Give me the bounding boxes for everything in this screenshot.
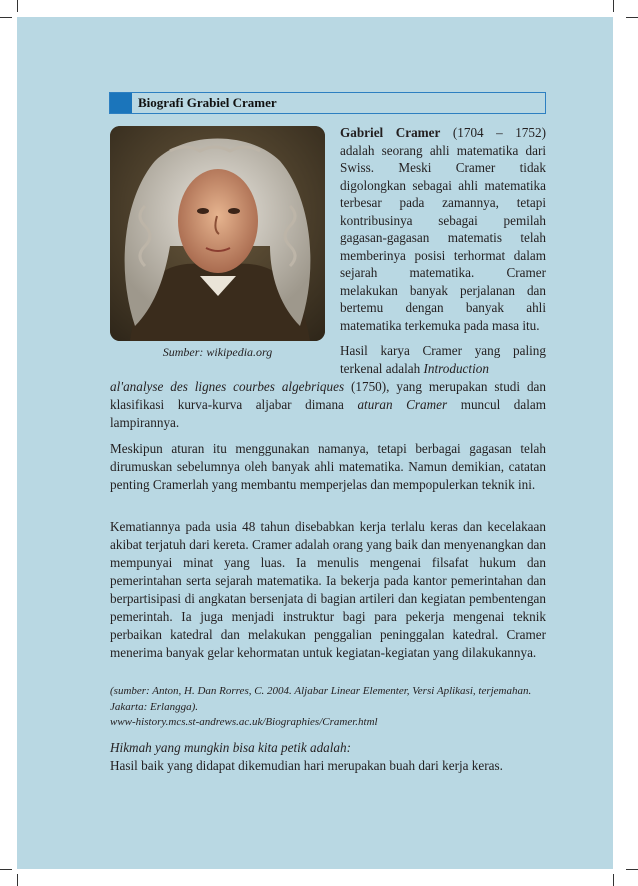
title-marker: [110, 93, 132, 113]
hikmah-heading: Hikmah yang mungkin bisa kita petik adalah:: [110, 740, 351, 755]
body-paragraph-1: Meskipun aturan itu menggunakan namanya, tetapi berbagai gagasan telah dirumuskan sebelumnya oleh banyak ahli matematika. Namun demikian, catatan penting Cramerlah yang membantu memperjelas dan mempopulerkan teknik ini.: [110, 441, 546, 492]
person-name: Gabriel Cramer: [340, 125, 441, 140]
hikmah-section: [110, 739, 546, 775]
works-lead: Hasil karya Cramer yang paling terkenal adalah: [340, 343, 546, 376]
portrait-drawing: [110, 126, 325, 341]
section-title: Biografi Grabiel Cramer: [138, 95, 277, 110]
intro-paragraph: [340, 124, 546, 334]
portrait-image: [110, 126, 325, 341]
section-title-bar: [109, 92, 546, 114]
works-after-book: (1750), yang merupakan studi dan klasifikasi kurva-kurva aljabar dimana: [110, 379, 546, 412]
hikmah-text: Hasil baik yang didapat dikemudian hari merupakan buah dari kerja keras.: [110, 758, 503, 773]
source-citation: [110, 684, 546, 731]
life-years: (1704 – 1752): [440, 125, 546, 140]
source-text: sumber: Anton, H. Dan Rorres, C. 2004. Aljabar Linear Elementer, Versi Aplikasi, terjemahan. Jakarta: Erlangga: [110, 685, 532, 713]
works-lead-paragraph: [340, 342, 546, 377]
portrait-caption: Sumber: wikipedia.org: [162, 345, 273, 359]
source-close: ).: [191, 700, 198, 713]
intro-column: [340, 124, 546, 377]
source-url: www-history.mcs.st-andrews.ac.uk/Biographies/Cramer.html: [110, 716, 378, 728]
works-paragraph: [110, 378, 546, 432]
works-end: muncul dalam lampirannya.: [110, 397, 546, 430]
body-paragraph-2: Kematiannya pada usia 48 tahun disebabkan kerja terlalu keras dan kecelakaan akibat terjatuh dari kereta. Cramer adalah orang yang baik dan menyenangkan dan mempunyai minat yang luas. Ia menulis mengenai filsafat hukum dan pemerintahan serta sejarah matematika. Ia bekerja pada kantor pemerintahan dan berpartisipasi di angkatan bersenjata di bagian artileri dan kegiatan pembentengan pemerintah. Ia juga menjadi instruktur bagi para pekerja mengenai teknik perbaikan katedral dan melakukan penggalian peninggalan katedral. Cramer menerima banyak gelar kehormatan untuk kegiatan-kegiatan yang dilakukannya.: [110, 519, 546, 660]
intro-text: adalah seorang ahli matematika dari Swiss. Meski Cramer tidak digolongkan sebagai ahli matematika terbesar pada zamannya, tetapi kontribusinya sebagai pemilah gagasan-gagasan matematis telah memberinya posisi terhormat dalam sejarah matematika. Cramer melakukan banyak perjalanan dan bertemu dengan banyak ahli matematika terkemuka pada masa itu.: [340, 142, 546, 333]
book-title-part1: Introduction: [423, 360, 489, 376]
cramer-rule: aturan Cramer: [357, 397, 448, 412]
book-title-part2: al'analyse des lignes courbes algebriques: [110, 379, 345, 394]
source-open: (: [110, 685, 114, 697]
